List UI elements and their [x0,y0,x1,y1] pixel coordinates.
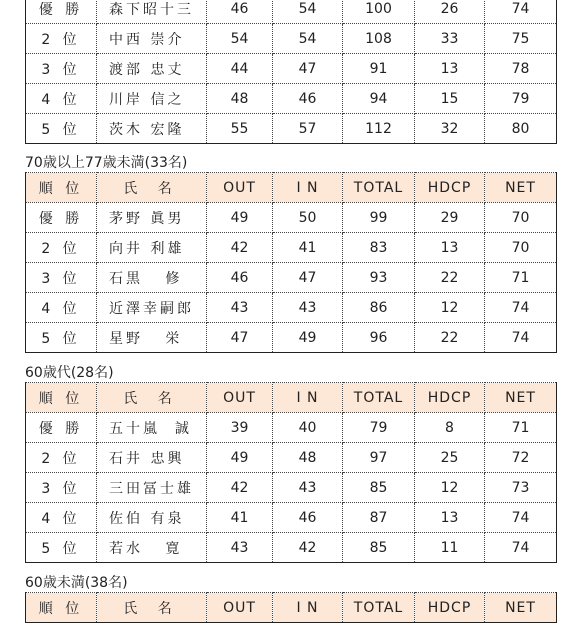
table-row [26,473,557,503]
out-score-cell: 54 [207,24,273,54]
table-row [26,0,557,24]
total-header: TOTAL [343,173,415,203]
hdcp-cell: 26 [415,0,485,24]
net-score-cell: 72 [485,443,557,473]
out-score-cell: 48 [207,84,273,114]
rank-cell: 優 勝 [26,203,97,233]
total-score-cell: 86 [343,293,415,323]
table-header-row [26,173,557,203]
total-score-cell: 83 [343,233,415,263]
table-row [26,443,557,473]
total-score-cell: 93 [343,263,415,293]
player-name-cell: 渡部 忠丈 [97,54,207,84]
in-header: I N [273,173,343,203]
rank-cell: 2 位 [26,443,97,473]
out-score-cell: 47 [207,323,273,353]
rank-cell: 優 勝 [26,413,97,443]
hdcp-header: HDCP [415,173,485,203]
rank-cell: 4 位 [26,84,97,114]
player-name-cell: 三田冨士雄 [97,473,207,503]
player-name-cell: 石井 忠興 [97,443,207,473]
hdcp-cell: 25 [415,443,485,473]
rank-cell: 5 位 [26,323,97,353]
player-name-cell: 五十嵐 誠 [97,413,207,443]
rank-cell: 5 位 [26,114,97,144]
player-name-cell: 川岸 信之 [97,84,207,114]
net-score-cell: 74 [485,0,557,24]
out-score-cell: 46 [207,0,273,24]
in-score-cell: 50 [273,203,343,233]
player-name-cell: 星野 栄 [97,323,207,353]
player-name-cell: 茅野 眞男 [97,203,207,233]
in-score-cell: 43 [273,293,343,323]
name-header: 氏 名 [97,593,207,623]
table-row [26,84,557,114]
rank-cell: 3 位 [26,54,97,84]
in-score-cell: 40 [273,413,343,443]
in-score-cell: 48 [273,443,343,473]
net-score-cell: 80 [485,114,557,144]
table-row [26,54,557,84]
hdcp-cell: 12 [415,473,485,503]
hdcp-cell: 8 [415,413,485,443]
player-name-cell: 佐伯 有泉 [97,503,207,533]
in-score-cell: 46 [273,503,343,533]
division-caption: 60歳代(28名) [25,365,114,381]
results-table [25,0,557,144]
table-row [26,114,557,144]
in-score-cell: 49 [273,323,343,353]
out-header: OUT [207,383,273,413]
rank-cell: 5 位 [26,533,97,563]
total-score-cell: 97 [343,443,415,473]
total-score-cell: 96 [343,323,415,353]
in-score-cell: 47 [273,54,343,84]
total-score-cell: 112 [343,114,415,144]
net-score-cell: 71 [485,413,557,443]
net-score-cell: 74 [485,533,557,563]
total-score-cell: 108 [343,24,415,54]
rank-cell: 2 位 [26,24,97,54]
player-name-cell: 森下昭十三 [97,0,207,24]
hdcp-header: HDCP [415,593,485,623]
in-score-cell: 42 [273,533,343,563]
hdcp-cell: 13 [415,54,485,84]
hdcp-cell: 22 [415,263,485,293]
table-header-row [26,383,557,413]
rank-header: 順 位 [26,593,97,623]
table-row [26,203,557,233]
table-row [26,413,557,443]
net-header: NET [485,383,557,413]
total-score-cell: 79 [343,413,415,443]
net-score-cell: 74 [485,293,557,323]
in-score-cell: 47 [273,263,343,293]
out-score-cell: 46 [207,263,273,293]
net-header: NET [485,593,557,623]
table-row [26,503,557,533]
net-score-cell: 70 [485,233,557,263]
net-score-cell: 74 [485,323,557,353]
net-score-cell: 79 [485,84,557,114]
hdcp-cell: 13 [415,503,485,533]
in-header: I N [273,383,343,413]
player-name-cell: 近澤幸嗣郎 [97,293,207,323]
out-score-cell: 42 [207,233,273,263]
player-name-cell: 中西 崇介 [97,24,207,54]
rank-cell: 優 勝 [26,0,97,24]
out-score-cell: 39 [207,413,273,443]
out-score-cell: 42 [207,473,273,503]
total-score-cell: 85 [343,533,415,563]
division-caption: 70歳以上77歳未満(33名) [25,155,188,171]
net-score-cell: 75 [485,24,557,54]
net-score-cell: 78 [485,54,557,84]
net-header: NET [485,173,557,203]
hdcp-header: HDCP [415,383,485,413]
out-score-cell: 55 [207,114,273,144]
rank-cell: 4 位 [26,293,97,323]
total-score-cell: 87 [343,503,415,533]
in-score-cell: 57 [273,114,343,144]
player-name-cell: 若水 寛 [97,533,207,563]
table-row [26,323,557,353]
net-score-cell: 73 [485,473,557,503]
hdcp-cell: 15 [415,84,485,114]
net-score-cell: 74 [485,503,557,533]
table-row [26,533,557,563]
hdcp-cell: 11 [415,533,485,563]
rank-header: 順 位 [26,173,97,203]
name-header: 氏 名 [97,173,207,203]
out-score-cell: 49 [207,443,273,473]
rank-cell: 4 位 [26,503,97,533]
hdcp-cell: 33 [415,24,485,54]
hdcp-cell: 29 [415,203,485,233]
out-score-cell: 43 [207,533,273,563]
hdcp-cell: 32 [415,114,485,144]
table-row [26,24,557,54]
division-caption: 60歳未満(38名) [25,575,128,591]
in-score-cell: 41 [273,233,343,263]
table-row [26,263,557,293]
player-name-cell: 茨木 宏隆 [97,114,207,144]
rank-cell: 2 位 [26,233,97,263]
out-header: OUT [207,173,273,203]
name-header: 氏 名 [97,383,207,413]
rank-cell: 3 位 [26,263,97,293]
in-score-cell: 46 [273,84,343,114]
out-score-cell: 44 [207,54,273,84]
in-header: I N [273,593,343,623]
total-header: TOTAL [343,383,415,413]
total-header: TOTAL [343,593,415,623]
out-score-cell: 49 [207,203,273,233]
total-score-cell: 99 [343,203,415,233]
out-score-cell: 43 [207,293,273,323]
total-score-cell: 100 [343,0,415,24]
table-header-row [26,593,557,623]
results-table [25,592,557,623]
table-row [26,233,557,263]
hdcp-cell: 12 [415,293,485,323]
out-header: OUT [207,593,273,623]
out-score-cell: 41 [207,503,273,533]
in-score-cell: 54 [273,24,343,54]
player-name-cell: 向井 利雄 [97,233,207,263]
rank-cell: 3 位 [26,473,97,503]
results-table [25,172,557,353]
in-score-cell: 54 [273,0,343,24]
hdcp-cell: 13 [415,233,485,263]
player-name-cell: 石黒 修 [97,263,207,293]
in-score-cell: 43 [273,473,343,503]
total-score-cell: 91 [343,54,415,84]
rank-header: 順 位 [26,383,97,413]
total-score-cell: 85 [343,473,415,503]
results-table [25,382,557,563]
total-score-cell: 94 [343,84,415,114]
hdcp-cell: 22 [415,323,485,353]
table-row [26,293,557,323]
net-score-cell: 70 [485,203,557,233]
net-score-cell: 71 [485,263,557,293]
